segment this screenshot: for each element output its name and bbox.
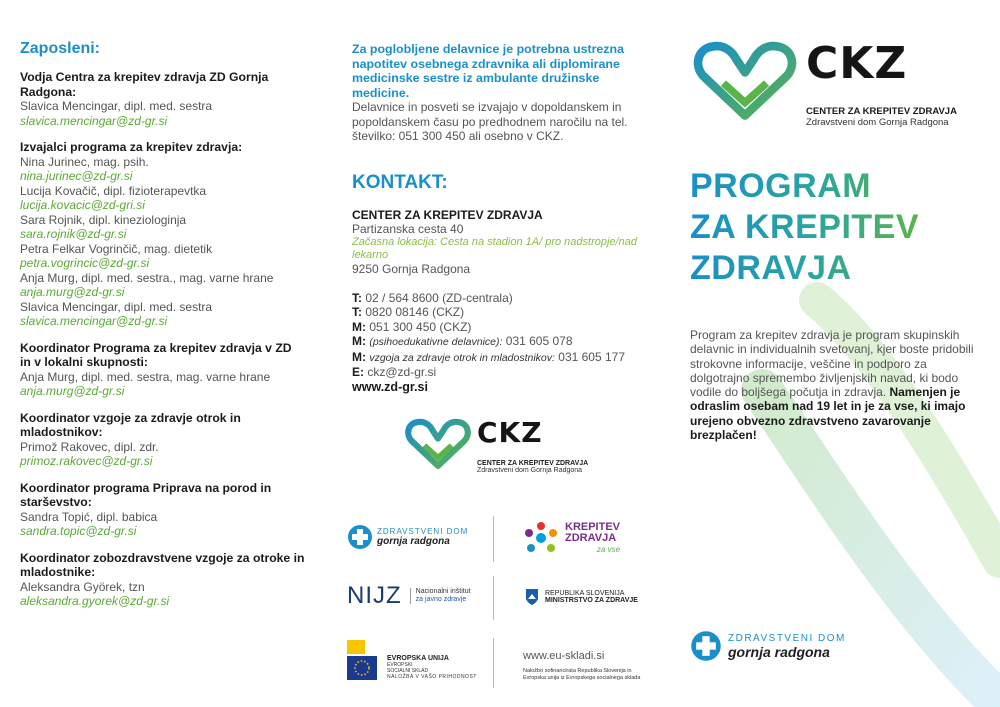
staff-group <box>20 481 305 539</box>
eu-skladi-note: Naložbo sofinancirata Republika Slovenija in Evropska unija iz Evropskega socialnega sklada <box>523 668 641 681</box>
ckz-subtitle: CENTER ZA KREPITEV ZDRAVJA <box>477 460 589 467</box>
people-circle-icon <box>523 520 559 556</box>
workshop-note: Delavnice in posveti se izvajajo v dopoldanskem in popoldanskem času po predhodnem naročilu na tel. številko: 051 300 450 ali osebno v CKZ. <box>352 100 628 144</box>
group-role: Koordinator Programa za krepitev zdravja v ZD in v lokalni skupnosti: <box>20 340 292 369</box>
program-description: Program za krepitev zdravja je program skupinskih delavnic in individualnih svetovanj, kjer boste pridobili strokovne informacije, veščine in podporo za dolgotrajno spremembo življenjskih navad, ki bodo vodile do boljšega počutja in zdravja. Namenjen je odraslim osebam nad 19 let in je za vse, ki imajo urejeno obvezno zdravstveno zavarovanje brezplačen! <box>690 328 974 443</box>
person-email[interactable]: primoz.rakovec@zd-gr.si <box>20 454 153 468</box>
email-row[interactable]: E: ckz@zd-gr.si <box>352 365 437 380</box>
eu-skladi-block <box>523 650 653 682</box>
ministry-logo <box>525 588 638 606</box>
person-name: Anja Murg, dipl. med. sestra, mag. varne hrane <box>20 369 271 384</box>
eu-logo <box>347 640 477 684</box>
heart-logo-icon <box>403 418 473 470</box>
eu-line3: SOCIALNI SKLAD <box>387 668 429 674</box>
person-name: Primož Rakovec, dipl. zdr. <box>20 439 159 454</box>
phone-row[interactable]: M: vzgoja za zdravje otrok in mladostnikov: 031 605 177 <box>352 349 626 364</box>
zd-logo-large <box>690 630 846 662</box>
group-role: Koordinator zobozdravstvene vzgoje za otroke in mladostnike: <box>20 550 305 579</box>
nijz-logo <box>347 582 471 610</box>
ckz-subtitle: CENTER ZA KREPITEV ZDRAVJA <box>806 106 957 117</box>
zd-line1: ZDRAVSTVENI DOM <box>377 527 469 536</box>
ministry-line1: REPUBLIKA SLOVENIJA <box>545 590 625 597</box>
group-role: Koordinator programa Priprava na porod in starševstvo: <box>20 480 272 509</box>
krepitev-logo <box>523 520 620 556</box>
program-eligibility: Namenjen je odraslim osebam nad 19 let in je za vse, ki imajo urejeno obvezno zdravstveno zavarovanje brezplačen! <box>690 385 966 443</box>
eu-line4: NALOŽBA V VAŠO PRIHODNOST <box>387 674 477 680</box>
eu-skladi-link[interactable]: www.eu-skladi.si <box>523 650 605 662</box>
ckz-subtitle-2: Zdravstveni dom Gornja Radgona <box>806 117 949 128</box>
krepitev-line1: KREPITEV <box>565 520 621 533</box>
phone-row[interactable]: T: 0820 08146 (CKZ) <box>352 305 465 320</box>
person-email[interactable]: anja.murg@zd-gr.si <box>20 285 125 299</box>
ckz-logo-small <box>403 418 588 474</box>
krepitev-line3: za vse <box>596 544 621 554</box>
website-link[interactable]: www.zd-gr.si <box>352 379 428 394</box>
ckz-wordmark: CKZ <box>477 416 543 449</box>
slovenia-coat-of-arms-icon <box>525 588 539 606</box>
ckz-wordmark: CKZ <box>806 38 908 89</box>
staff-title: Zaposleni: <box>20 40 101 57</box>
phone-row[interactable]: M: 051 300 450 (CKZ) <box>352 319 472 334</box>
phone-row[interactable]: M: (psihoedukativne delavnice): 031 605 078 <box>352 334 573 349</box>
nijz-line1: Nacionalni inštitut <box>415 588 471 595</box>
person-email[interactable]: lucija.kovacic@zd-gri.si <box>20 198 145 212</box>
contact-temp-location: Začasna lokacija: Cesta na stadion 1A/ pro nadstropje/nad lekarno <box>352 236 637 262</box>
contact-street: Partizanska cesta 40 <box>352 221 464 236</box>
ministry-line2: MINISTRSTVO ZA ZDRAVJE <box>545 597 638 604</box>
person-name: Aleksandra Györek, tzn <box>20 579 145 594</box>
person-name: Sandra Topić, dipl. babica <box>20 509 158 524</box>
person-email[interactable]: sara.rojnik@zd-gr.si <box>20 227 127 241</box>
partner-logos <box>345 510 655 705</box>
heart-logo-icon <box>690 40 800 122</box>
person-name: Slavica Mencingar, dipl. med. sestra <box>20 299 213 314</box>
staff-panel <box>0 0 325 707</box>
person-name: Petra Felkar Vogrinčič, mag. dietetik <box>20 241 213 256</box>
phone-row[interactable]: T: 02 / 564 8600 (ZD-centrala) <box>352 290 513 305</box>
eu-line2: EVROPSKI <box>387 662 413 668</box>
referral-note: Za poglobljene delavnice je potrebna ustrezna napotitev osebnega zdravnika ali diplomirane medicinske sestre iz ambulante družinske medicine. <box>352 42 624 100</box>
person-name: Sara Rojnik, dipl. kineziologinja <box>20 212 187 227</box>
group-role: Koordinator vzgoje za zdravje otrok in mladostnikov: <box>20 410 241 439</box>
person-email[interactable]: sandra.topic@zd-gr.si <box>20 524 137 538</box>
nijz-wordmark: NIJZ <box>347 582 402 609</box>
staff-group <box>20 140 305 329</box>
contact-title: KONTAKT: <box>352 171 448 193</box>
zd-logo-small <box>347 524 468 550</box>
staff-group <box>20 411 305 469</box>
person-email[interactable]: aleksandra.gyorek@zd-gr.si <box>20 594 170 608</box>
staff-group <box>20 551 305 609</box>
zd-line1: ZDRAVSTVENI DOM <box>728 632 846 644</box>
staff-group <box>20 341 305 399</box>
person-name: Anja Murg, dipl. med. sestra., mag. varne hrane <box>20 270 274 285</box>
eu-line1: EVROPSKA UNIJA <box>387 655 449 662</box>
nijz-line2: za javno zdravje <box>415 596 467 603</box>
eu-flag-icon <box>347 656 377 680</box>
contact-center-name: CENTER ZA KREPITEV ZDRAVJA <box>352 207 543 222</box>
staff-group <box>20 70 305 128</box>
person-email[interactable]: petra.vogrincic@zd-gr.si <box>20 256 150 270</box>
person-name: Lucija Kovačič, dipl. fizioterapevtka <box>20 183 207 198</box>
program-title: PROGRAM ZA KREPITEV ZDRAVJA <box>690 167 920 287</box>
person-email[interactable]: nina.jurinec@zd-gr.si <box>20 169 133 183</box>
person-name: Nina Jurinec, mag. psih. <box>20 154 149 169</box>
group-role: Vodja Centra za krepitev zdravja ZD Gornja Radgona: <box>20 70 269 99</box>
person-email[interactable]: slavica.mencingar@zd-gr.si <box>20 113 168 128</box>
group-role: Izvajalci programa za krepitev zdravja: <box>20 140 243 154</box>
medical-cross-icon <box>347 524 373 550</box>
person-email[interactable]: slavica.mencingar@zd-gr.si <box>20 314 168 328</box>
medical-cross-icon <box>690 630 722 662</box>
zd-line2: gornja radgona <box>377 536 450 547</box>
ckz-subtitle-2: Zdravstveni dom Gornja Radgona <box>477 467 583 474</box>
contact-phones <box>352 291 649 395</box>
krepitev-line2: ZDRAVJA <box>565 531 617 544</box>
person-email[interactable]: anja.murg@zd-gr.si <box>20 384 125 398</box>
ckz-logo-large <box>690 40 957 128</box>
zd-line2: gornja radgona <box>728 643 830 660</box>
person-name: Slavica Mencingar, dipl. med. sestra <box>20 99 213 113</box>
contact-city: 9250 Gornja Radgona <box>352 262 471 277</box>
